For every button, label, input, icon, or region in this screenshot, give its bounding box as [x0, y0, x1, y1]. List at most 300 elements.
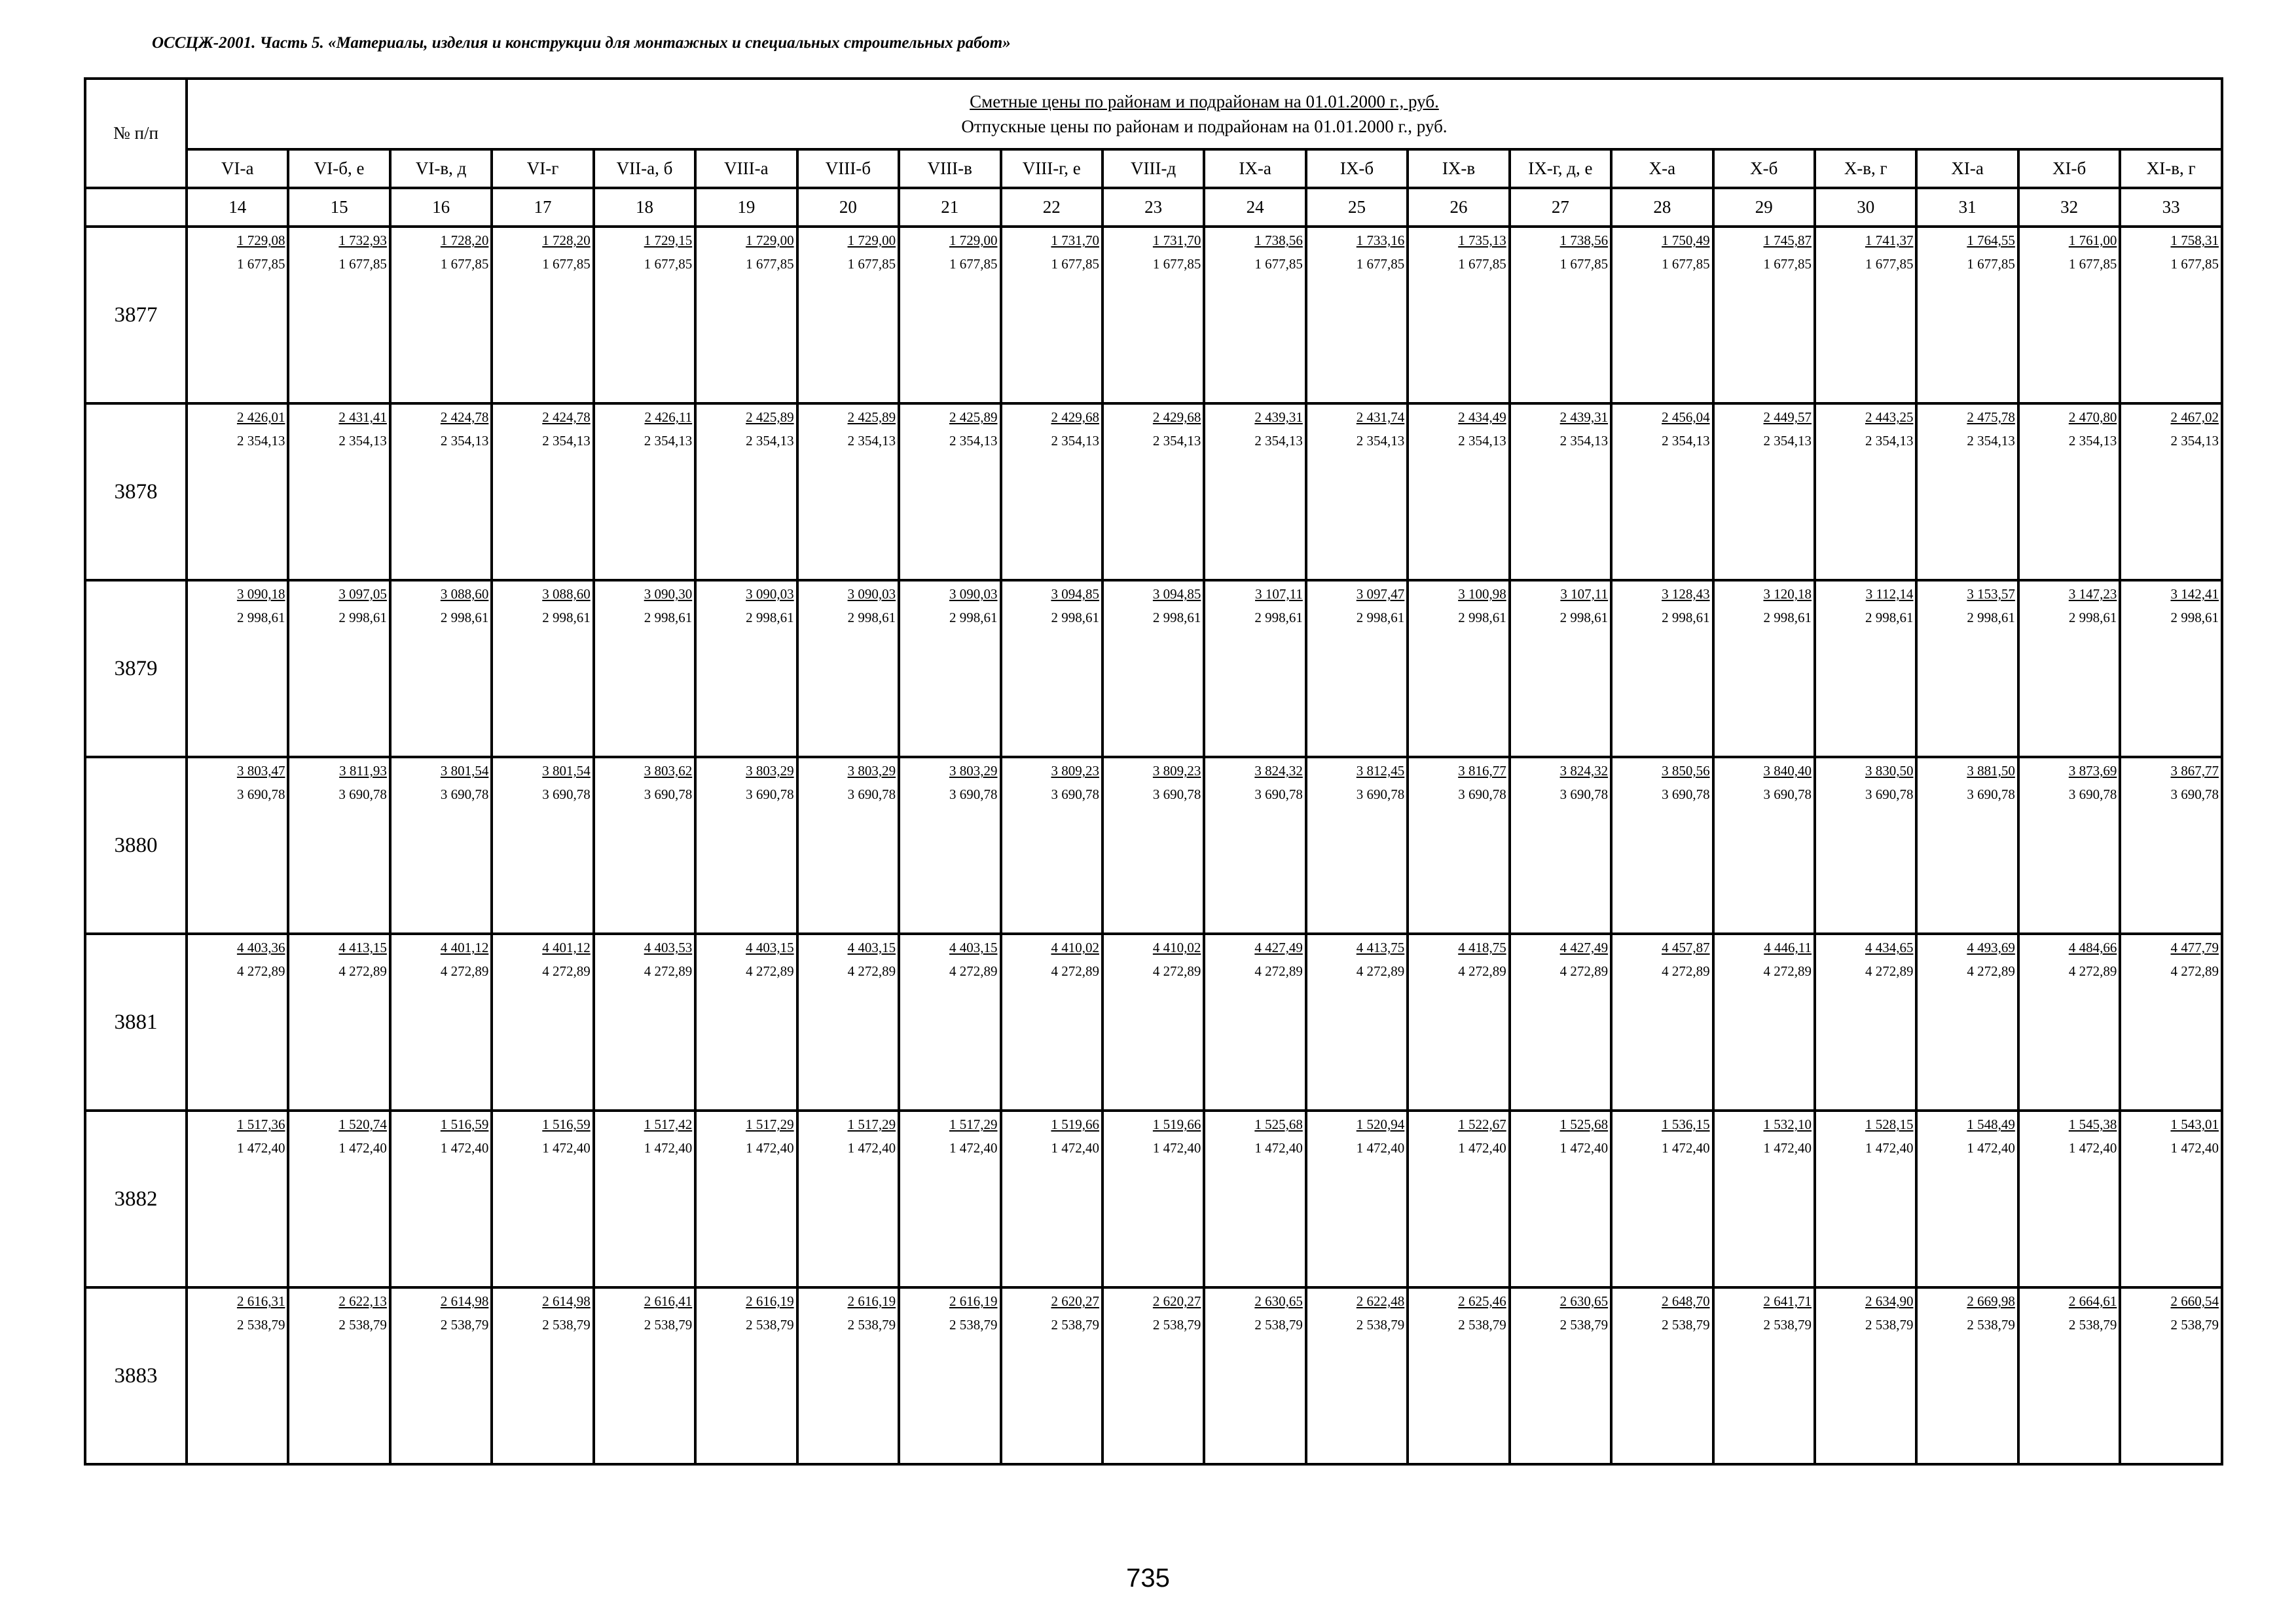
estimated-price: 1 520,74 [338, 1116, 387, 1132]
price-cell [1510, 580, 1611, 757]
estimated-price: 3 090,03 [746, 586, 794, 602]
release-price: 1 472,40 [1254, 1140, 1303, 1156]
estimated-price: 3 850,56 [1662, 763, 1710, 779]
price-cell [390, 1111, 492, 1287]
estimated-price: 3 090,03 [847, 586, 896, 602]
estimated-price: 1 528,15 [1865, 1116, 1914, 1132]
release-price: 2 354,13 [542, 433, 591, 449]
price-cell [1001, 1287, 1102, 1464]
region-header: VI-а [187, 149, 288, 188]
estimated-price: 3 803,62 [644, 763, 693, 779]
price-cell [594, 580, 695, 757]
price-cell [1204, 757, 1305, 934]
estimated-price: 1 729,00 [949, 232, 998, 248]
release-price: 1 677,85 [1763, 256, 1812, 272]
estimated-price: 3 090,18 [236, 586, 285, 602]
release-price: 3 690,78 [236, 786, 285, 802]
estimated-price: 3 803,29 [746, 763, 794, 779]
estimated-price: 3 801,54 [440, 763, 489, 779]
estimated-price: 1 729,15 [644, 232, 693, 248]
price-cell [1001, 934, 1102, 1111]
release-price: 1 677,85 [1356, 256, 1405, 272]
estimated-price: 1 548,49 [1967, 1116, 2015, 1132]
release-price: 4 272,89 [1254, 963, 1303, 979]
release-price: 4 272,89 [847, 963, 896, 979]
estimated-price: 2 614,98 [440, 1293, 489, 1309]
price-cell [1204, 934, 1305, 1111]
price-cell [1408, 1111, 1509, 1287]
table-title [187, 79, 2222, 149]
estimated-price: 3 803,29 [949, 763, 998, 779]
price-cell [187, 580, 288, 757]
column-number: 32 [2018, 188, 2120, 227]
release-price: 3 690,78 [1559, 786, 1609, 802]
price-cell [1204, 1287, 1305, 1464]
release-price: 2 354,13 [1356, 433, 1405, 449]
region-header: X-а [1611, 149, 1713, 188]
region-header: X-в, г [1815, 149, 1916, 188]
estimated-price: 3 153,57 [1967, 586, 2015, 602]
estimated-price: 3 120,18 [1763, 586, 1812, 602]
estimated-price: 2 426,11 [644, 409, 693, 425]
price-cell [187, 934, 288, 1111]
release-price: 1 472,40 [2068, 1140, 2117, 1156]
estimated-price: 4 403,15 [949, 940, 998, 955]
estimated-price: 4 403,36 [236, 940, 285, 955]
estimated-price: 2 431,41 [338, 409, 387, 425]
price-cell [695, 1287, 797, 1464]
price-cell [797, 403, 899, 580]
release-price: 4 272,89 [1865, 963, 1914, 979]
region-header-row [85, 149, 2222, 188]
release-price: 3 690,78 [440, 786, 489, 802]
price-cell [1713, 580, 1815, 757]
price-cell [390, 934, 492, 1111]
price-cell [2018, 1287, 2120, 1464]
release-price: 2 354,13 [338, 433, 387, 449]
estimated-price: 1 728,20 [542, 232, 591, 248]
release-price: 2 538,79 [2170, 1317, 2219, 1333]
price-cell [1815, 580, 1916, 757]
price-cell [1001, 1111, 1102, 1287]
column-number: 15 [288, 188, 390, 227]
release-price: 2 538,79 [236, 1317, 285, 1333]
table-row [85, 227, 2222, 403]
estimated-price: 1 525,68 [1254, 1116, 1303, 1132]
release-price: 3 690,78 [2170, 786, 2219, 802]
item-number: 3881 [85, 934, 187, 1111]
estimated-price: 1 517,29 [847, 1116, 896, 1132]
release-price: 2 538,79 [1458, 1317, 1506, 1333]
estimated-price: 4 410,02 [1152, 940, 1201, 955]
release-price: 3 690,78 [1458, 786, 1506, 802]
release-price: 4 272,89 [644, 963, 693, 979]
release-price: 4 272,89 [1662, 963, 1710, 979]
price-cell [492, 1111, 593, 1287]
estimated-price: 1 733,16 [1356, 232, 1405, 248]
item-number: 3877 [85, 227, 187, 403]
price-cell [899, 227, 1000, 403]
estimated-price: 2 616,19 [847, 1293, 896, 1309]
release-price: 2 998,61 [1559, 610, 1609, 625]
estimated-price: 2 431,74 [1356, 409, 1405, 425]
estimated-price: 3 094,85 [1152, 586, 1201, 602]
estimated-price: 3 803,47 [236, 763, 285, 779]
price-cell [594, 1111, 695, 1287]
price-cell [288, 934, 390, 1111]
release-price: 2 538,79 [1152, 1317, 1201, 1333]
price-cell [1306, 934, 1408, 1111]
release-price: 1 472,40 [542, 1140, 591, 1156]
release-price: 1 677,85 [440, 256, 489, 272]
estimated-price: 1 750,49 [1662, 232, 1710, 248]
release-price: 2 998,61 [644, 610, 693, 625]
estimated-price: 3 147,23 [2068, 586, 2117, 602]
running-head: ОССЦЖ-2001. Часть 5. «Материалы, изделия и конструкции для монтажных и специальных строительных работ» [152, 34, 1011, 52]
price-cell [594, 227, 695, 403]
estimated-price: 4 413,75 [1356, 940, 1405, 955]
release-price: 4 272,89 [2170, 963, 2219, 979]
price-cell [492, 580, 593, 757]
region-header: IX-б [1306, 149, 1408, 188]
release-price: 1 472,40 [746, 1140, 794, 1156]
price-cell [695, 403, 797, 580]
estimated-price: 1 761,00 [2068, 232, 2117, 248]
release-price: 3 690,78 [1763, 786, 1812, 802]
release-price: 4 272,89 [338, 963, 387, 979]
release-price: 1 472,40 [338, 1140, 387, 1156]
price-cell [1916, 1111, 2018, 1287]
table-row [85, 934, 2222, 1111]
estimated-price: 3 830,50 [1865, 763, 1914, 779]
release-price: 2 998,61 [1254, 610, 1303, 625]
estimated-price: 2 429,68 [1051, 409, 1099, 425]
price-cell [1510, 227, 1611, 403]
estimated-price: 2 425,89 [847, 409, 896, 425]
price-cell [1408, 757, 1509, 934]
price-cell [1815, 757, 1916, 934]
price-cell [1102, 403, 1204, 580]
price-cell [390, 227, 492, 403]
table-row [85, 580, 2222, 757]
price-cell [187, 1287, 288, 1464]
price-cell [1916, 757, 2018, 934]
release-price: 2 538,79 [1051, 1317, 1099, 1333]
estimated-price: 1 517,36 [236, 1116, 285, 1132]
estimated-price: 4 403,15 [847, 940, 896, 955]
estimated-price: 2 429,68 [1152, 409, 1201, 425]
estimated-price: 4 418,75 [1458, 940, 1506, 955]
price-cell [899, 1111, 1000, 1287]
estimated-price: 2 425,89 [746, 409, 794, 425]
release-price: 1 677,85 [1662, 256, 1710, 272]
price-cell [899, 1287, 1000, 1464]
release-price: 2 354,13 [1763, 433, 1812, 449]
region-header: IX-г, д, е [1510, 149, 1611, 188]
price-cell [1408, 580, 1509, 757]
item-number: 3882 [85, 1111, 187, 1287]
estimated-price: 1 738,56 [1559, 232, 1609, 248]
release-price: 4 272,89 [1967, 963, 2015, 979]
estimated-price: 2 425,89 [949, 409, 998, 425]
price-cell [899, 580, 1000, 757]
estimated-price: 3 107,11 [1255, 586, 1303, 602]
price-cell [1408, 1287, 1509, 1464]
estimated-price: 3 812,45 [1356, 763, 1405, 779]
release-price: 4 272,89 [1763, 963, 1812, 979]
release-price: 2 538,79 [1865, 1317, 1914, 1333]
region-header: IX-а [1204, 149, 1305, 188]
price-cell [695, 1111, 797, 1287]
price-cell [2120, 1111, 2222, 1287]
item-number: 3883 [85, 1287, 187, 1464]
price-cell [1611, 227, 1713, 403]
estimated-price: 3 112,14 [1865, 586, 1914, 602]
release-price: 1 472,40 [1559, 1140, 1609, 1156]
price-cell [1611, 757, 1713, 934]
release-price: 2 354,13 [949, 433, 998, 449]
estimated-price: 1 764,55 [1967, 232, 2015, 248]
column-number: 21 [899, 188, 1000, 227]
estimated-price: 2 449,57 [1763, 409, 1812, 425]
price-cell [1510, 1111, 1611, 1287]
estimated-price: 1 522,67 [1458, 1116, 1506, 1132]
price-cell [288, 403, 390, 580]
release-price: 2 354,13 [2068, 433, 2117, 449]
price-cell [1713, 757, 1815, 934]
release-price: 1 677,85 [1458, 256, 1506, 272]
release-price: 4 272,89 [1051, 963, 1099, 979]
estimated-price: 4 457,87 [1662, 940, 1710, 955]
price-cell [899, 403, 1000, 580]
estimated-price: 2 620,27 [1051, 1293, 1099, 1309]
price-cell [2018, 227, 2120, 403]
price-cell [1713, 227, 1815, 403]
column-number: 19 [695, 188, 797, 227]
release-price: 3 690,78 [1051, 786, 1099, 802]
price-cell [288, 1287, 390, 1464]
estimated-price: 4 434,65 [1865, 940, 1914, 955]
estimated-price: 4 401,12 [542, 940, 591, 955]
region-header: VIII-д [1102, 149, 1204, 188]
release-price: 2 998,61 [1662, 610, 1710, 625]
release-price: 1 472,40 [1051, 1140, 1099, 1156]
estimated-price: 2 616,41 [644, 1293, 693, 1309]
price-cell [2120, 580, 2222, 757]
table-row [85, 1111, 2222, 1287]
estimated-price: 3 811,93 [339, 763, 387, 779]
column-number: 16 [390, 188, 492, 227]
price-cell [2120, 1287, 2222, 1464]
price-cell [2018, 1111, 2120, 1287]
price-cell [1916, 580, 2018, 757]
release-price: 2 998,61 [1763, 610, 1812, 625]
region-header: X-б [1713, 149, 1815, 188]
release-price: 1 677,85 [1051, 256, 1099, 272]
column-number-row [85, 188, 2222, 227]
release-price: 2 998,61 [2170, 610, 2219, 625]
estimated-price: 2 439,31 [1254, 409, 1303, 425]
price-cell [288, 580, 390, 757]
price-cell [1713, 934, 1815, 1111]
release-price: 4 272,89 [1356, 963, 1405, 979]
estimated-price: 2 622,48 [1356, 1293, 1405, 1309]
region-header: VI-г [492, 149, 593, 188]
price-cell [187, 403, 288, 580]
price-cell [390, 1287, 492, 1464]
price-cell [1408, 403, 1509, 580]
price-cell [1916, 227, 2018, 403]
estimated-price: 4 401,12 [440, 940, 489, 955]
price-cell [1611, 403, 1713, 580]
page-number: 735 [1126, 1564, 1170, 1593]
estimated-price: 2 660,54 [2170, 1293, 2219, 1309]
estimated-price: 1 517,42 [644, 1116, 693, 1132]
price-cell [1204, 580, 1305, 757]
column-number: 30 [1815, 188, 1916, 227]
price-cell [390, 580, 492, 757]
estimated-price: 2 614,98 [542, 1293, 591, 1309]
release-price: 3 690,78 [338, 786, 387, 802]
estimated-price: 3 809,23 [1152, 763, 1201, 779]
estimated-price: 3 090,30 [644, 586, 693, 602]
release-price: 1 472,40 [1152, 1140, 1201, 1156]
title-estimated-prices: Сметные цены по районам и подрайонам на 01.01.2000 г., руб. [970, 92, 1439, 111]
release-price: 3 690,78 [1152, 786, 1201, 802]
price-cell [390, 403, 492, 580]
release-price: 2 538,79 [1967, 1317, 2015, 1333]
price-cell [695, 227, 797, 403]
release-price: 2 998,61 [1356, 610, 1405, 625]
estimated-price: 1 517,29 [746, 1116, 794, 1132]
estimated-price: 3 128,43 [1662, 586, 1710, 602]
release-price: 1 472,40 [644, 1140, 693, 1156]
region-header: VI-в, д [390, 149, 492, 188]
estimated-price: 2 634,90 [1865, 1293, 1914, 1309]
release-price: 2 998,61 [338, 610, 387, 625]
price-cell [288, 1111, 390, 1287]
region-header: VIII-а [695, 149, 797, 188]
release-price: 2 354,13 [847, 433, 896, 449]
release-price: 3 690,78 [542, 786, 591, 802]
estimated-price: 1 729,08 [236, 232, 285, 248]
release-price: 1 677,85 [236, 256, 285, 272]
region-header: IX-в [1408, 149, 1509, 188]
release-price: 2 998,61 [1458, 610, 1506, 625]
estimated-price: 1 758,31 [2170, 232, 2219, 248]
release-price: 1 677,85 [1865, 256, 1914, 272]
price-cell [1102, 580, 1204, 757]
estimated-price: 2 443,25 [1865, 409, 1914, 425]
estimated-price: 2 426,01 [236, 409, 285, 425]
release-price: 2 354,13 [644, 433, 693, 449]
price-cell [2120, 757, 2222, 934]
estimated-price: 3 094,85 [1051, 586, 1099, 602]
price-cell [797, 934, 899, 1111]
column-number: 23 [1102, 188, 1204, 227]
price-cell [594, 403, 695, 580]
estimated-price: 1 516,59 [542, 1116, 591, 1132]
release-price: 2 998,61 [2068, 610, 2117, 625]
release-price: 3 690,78 [1662, 786, 1710, 802]
price-cell [492, 1287, 593, 1464]
price-cell [594, 757, 695, 934]
price-cell [1916, 403, 2018, 580]
price-cell [288, 757, 390, 934]
release-price: 1 472,40 [2170, 1140, 2219, 1156]
price-cell [492, 403, 593, 580]
price-cell [1306, 580, 1408, 757]
price-cell [187, 227, 288, 403]
estimated-price: 2 630,65 [1559, 1293, 1609, 1309]
release-price: 3 690,78 [746, 786, 794, 802]
column-number: 24 [1204, 188, 1305, 227]
release-price: 1 677,85 [644, 256, 693, 272]
estimated-price: 2 616,31 [236, 1293, 285, 1309]
release-price: 2 354,13 [440, 433, 489, 449]
price-cell [1510, 403, 1611, 580]
release-price: 2 538,79 [746, 1317, 794, 1333]
price-cell [1306, 1287, 1408, 1464]
region-header: XI-б [2018, 149, 2120, 188]
price-cell [1611, 934, 1713, 1111]
price-cell [695, 580, 797, 757]
release-price: 4 272,89 [440, 963, 489, 979]
column-number: 29 [1713, 188, 1815, 227]
estimated-price: 1 516,59 [440, 1116, 489, 1132]
price-cell [1306, 1111, 1408, 1287]
release-price: 4 272,89 [1458, 963, 1506, 979]
column-number: 17 [492, 188, 593, 227]
release-price: 1 472,40 [236, 1140, 285, 1156]
release-price: 1 472,40 [1763, 1140, 1812, 1156]
estimated-price: 3 097,47 [1356, 586, 1405, 602]
price-cell [1815, 227, 1916, 403]
release-price: 2 354,13 [2170, 433, 2219, 449]
release-price: 3 690,78 [2068, 786, 2117, 802]
estimated-price: 2 669,98 [1967, 1293, 2015, 1309]
release-price: 1 472,40 [440, 1140, 489, 1156]
price-cell [2018, 934, 2120, 1111]
release-price: 2 998,61 [746, 610, 794, 625]
price-cell [1510, 1287, 1611, 1464]
estimated-price: 3 824,32 [1559, 763, 1609, 779]
release-price: 3 690,78 [1865, 786, 1914, 802]
estimated-price: 1 536,15 [1662, 1116, 1710, 1132]
table-row [85, 1287, 2222, 1464]
estimated-price: 2 424,78 [440, 409, 489, 425]
estimated-price: 3 088,60 [542, 586, 591, 602]
region-header: VIII-б [797, 149, 899, 188]
release-price: 2 538,79 [1662, 1317, 1710, 1333]
estimated-price: 3 881,50 [1967, 763, 2015, 779]
price-cell [1102, 1111, 1204, 1287]
price-cell [2120, 403, 2222, 580]
estimated-price: 4 477,79 [2170, 940, 2219, 955]
estimated-price: 3 816,77 [1458, 763, 1506, 779]
release-price: 1 472,40 [1356, 1140, 1405, 1156]
price-cell [187, 757, 288, 934]
price-cell [797, 1111, 899, 1287]
price-cell [1510, 934, 1611, 1111]
estimated-price: 3 867,77 [2170, 763, 2219, 779]
release-price: 4 272,89 [949, 963, 998, 979]
column-number: 31 [1916, 188, 2018, 227]
release-price: 1 677,85 [949, 256, 998, 272]
price-table [84, 77, 2223, 1466]
price-cell [1611, 1287, 1713, 1464]
estimated-price: 4 410,02 [1051, 940, 1099, 955]
